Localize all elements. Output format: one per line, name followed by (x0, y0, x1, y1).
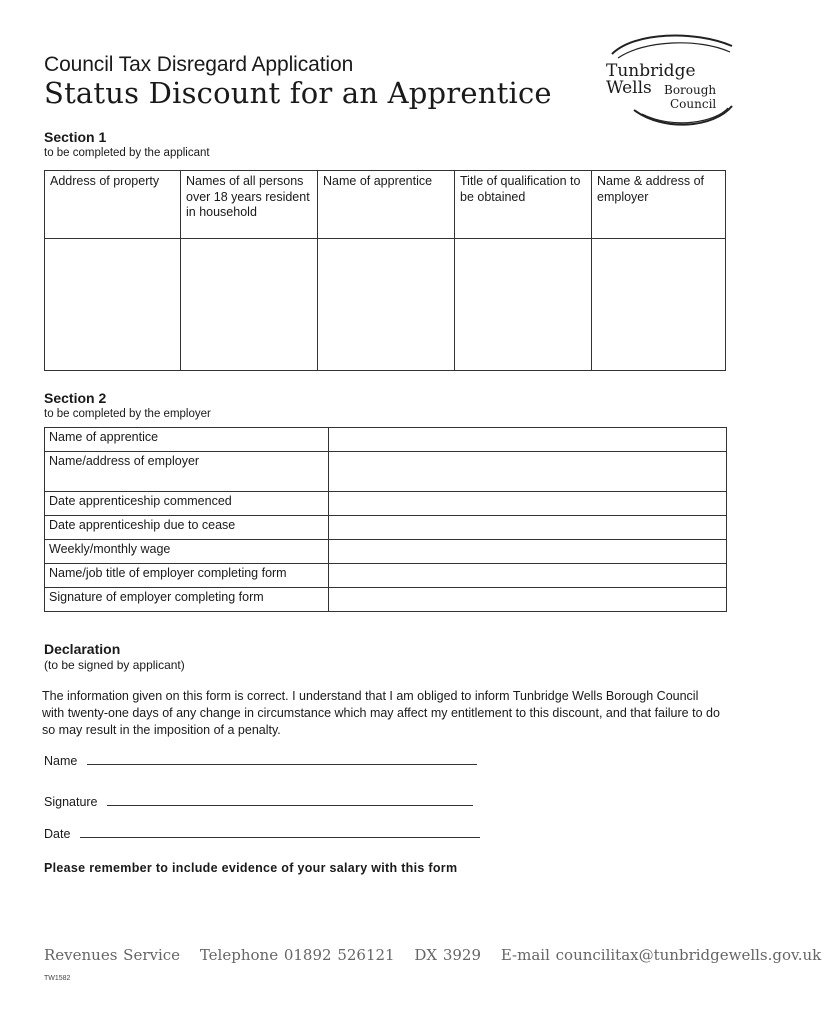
field-employer-name-address[interactable] (592, 239, 726, 371)
table-row (45, 428, 727, 452)
footer-telephone: Telephone 01892 526121 (199, 946, 395, 964)
col-name-of-apprentice: Name of apprentice (318, 171, 455, 239)
section1-subheading: to be completed by the applicant (44, 147, 210, 159)
table-row (45, 492, 727, 516)
signature-field[interactable] (107, 795, 473, 806)
footer-dx: DX 3929 (414, 946, 482, 964)
footer-email: E-mail councilitax@tunbridgewells.gov.uk (500, 946, 822, 964)
field-employer-signature[interactable] (329, 588, 727, 612)
field-names-of-residents[interactable] (181, 239, 318, 371)
name-label: Name (44, 754, 78, 768)
council-logo (604, 32, 734, 128)
col-title-of-qualification: Title of qualification to be obtained (455, 171, 592, 239)
declaration-subheading: (to be signed by applicant) (44, 658, 185, 672)
declaration-heading: Declaration (44, 641, 121, 657)
field-name-of-apprentice[interactable] (318, 239, 455, 371)
name-field[interactable] (87, 754, 477, 765)
col-names-of-residents: Names of all persons over 18 years resident in household (181, 171, 318, 239)
row-label-date-due-to-cease: Date apprenticeship due to cease (45, 516, 329, 540)
logo-text-council: Council (670, 97, 717, 111)
field-date-commenced[interactable] (329, 492, 727, 516)
table-row (45, 588, 727, 612)
table-row (45, 540, 727, 564)
name-line (44, 754, 477, 768)
col-address-of-property: Address of property (45, 171, 181, 239)
table-row (45, 516, 727, 540)
col-employer-name-address: Name & address of employer (592, 171, 726, 239)
section1-header-row (45, 171, 726, 239)
field-address-of-property[interactable] (45, 239, 181, 371)
section1-heading: Section 1 (44, 129, 107, 145)
form-subtitle: Council Tax Disregard Application (44, 53, 354, 76)
date-label: Date (44, 827, 71, 841)
field-date-due-to-cease[interactable] (329, 516, 727, 540)
logo-text-borough: Borough (664, 83, 717, 97)
field-employer-name-address-2[interactable] (329, 452, 727, 492)
section2-heading: Section 2 (44, 390, 107, 406)
table-row (45, 564, 727, 588)
date-line (44, 827, 480, 841)
logo-swoosh-top-2 (618, 43, 730, 58)
field-employer-apprentice-name[interactable] (329, 428, 727, 452)
field-wage[interactable] (329, 540, 727, 564)
table-row (45, 452, 727, 492)
declaration-text: The information given on this form is correct. I understand that I am obliged to inform Tunbridge Wells Borough Council with twenty-one days of any change in circumstance which may affect my entitlement to this discount, and that failure to do so may result in the imposition of a penalty. (42, 689, 720, 737)
field-title-of-qualification[interactable] (455, 239, 592, 371)
form-code: TW1582 (44, 975, 71, 982)
section2-table (44, 427, 727, 612)
form-title: Status Discount for an Apprentice (44, 76, 552, 110)
logo-text-wells: Wells (606, 78, 652, 98)
signature-label: Signature (44, 795, 98, 809)
date-field[interactable] (80, 827, 480, 838)
salary-evidence-reminder: Please remember to include evidence of your salary with this form (44, 861, 458, 875)
field-employer-job-title[interactable] (329, 564, 727, 588)
footer-service: Revenues Service (44, 946, 181, 964)
section1-table (44, 170, 726, 371)
section1-entry-row (45, 239, 726, 371)
row-label-employer-job-title: Name/job title of employer completing form (45, 564, 329, 588)
row-label-date-commenced: Date apprenticeship commenced (45, 492, 329, 516)
logo-text-tunbridge: Tunbridge (606, 61, 696, 81)
row-label-name-of-apprentice: Name of apprentice (45, 428, 329, 452)
row-label-wage: Weekly/monthly wage (45, 540, 329, 564)
footer (44, 946, 835, 964)
row-label-employer-name-address: Name/address of employer (45, 452, 329, 492)
section2-subheading: to be completed by the employer (44, 408, 211, 420)
signature-line (44, 795, 473, 809)
row-label-employer-signature: Signature of employer completing form (45, 588, 329, 612)
